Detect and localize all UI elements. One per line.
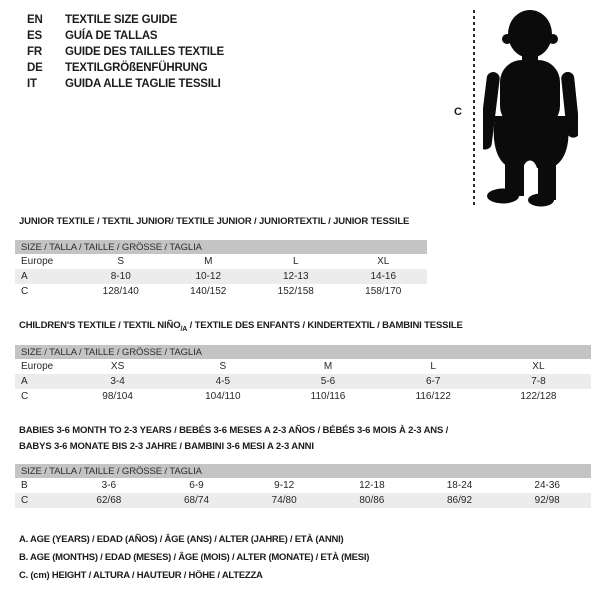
height-cell: 140/152: [190, 286, 227, 297]
height-cell: 98/104: [102, 391, 133, 402]
height-c-label: C: [454, 106, 462, 118]
language-title-list: [27, 12, 224, 92]
row-label: C: [21, 286, 29, 297]
table-row-height: [15, 284, 427, 299]
legend-line-c: C. (cm) HEIGHT / ALTURA / HAUTEUR / HÖHE / ALTEZZA: [19, 570, 263, 581]
months-cell: 24-36: [534, 480, 560, 491]
height-cell: 158/170: [365, 286, 402, 297]
legend-line-b: B. AGE (MONTHS) / EDAD (MESES) / ÂGE (MOIS) / ALTER (MONATE) / ETÀ (MESI): [19, 552, 370, 563]
height-cell: 116/122: [415, 391, 451, 402]
children-size-table: [15, 345, 591, 404]
months-cell: 18-24: [446, 480, 473, 491]
baby-silhouette: [483, 8, 578, 208]
age-cell: 7-8: [531, 376, 546, 387]
language-code: ES: [27, 30, 42, 42]
table-row-europe: [15, 359, 591, 374]
age-cell: 8-10: [110, 271, 131, 282]
language-title: GUIDE DES TAILLES TEXTILE: [65, 46, 224, 58]
language-row-en: [27, 12, 224, 28]
height-cell: 128/140: [102, 286, 139, 297]
height-cell: 104/110: [205, 391, 241, 402]
height-measure-line: [473, 10, 475, 206]
size-header-bar: SIZE / TALLA / TAILLE / GRÖSSE / TAGLIA: [15, 464, 591, 478]
size-cell: M: [323, 361, 333, 372]
language-row-de: [27, 60, 224, 76]
table-row-height: [15, 389, 591, 404]
language-row-it: [27, 76, 224, 92]
babies-size-table: [15, 464, 591, 508]
row-label: A: [21, 271, 28, 282]
height-cell: 80/86: [359, 495, 385, 506]
height-cell: 86/92: [447, 495, 473, 506]
size-cell: XL: [377, 256, 390, 267]
babies-title-line2: BABYS 3-6 MONATE BIS 2-3 JAHRE / BAMBINI 3-6 MESI A 2-3 ANNI: [19, 441, 314, 452]
size-cell: L: [292, 256, 299, 267]
size-cell: XL: [532, 361, 545, 372]
language-row-fr: [27, 44, 224, 60]
children-title-post: / TEXTILE DES ENFANTS / KINDERTEXTIL / BAMBINI TESSILE: [187, 320, 463, 331]
age-cell: 10-12: [195, 271, 222, 282]
size-cell: XS: [110, 361, 125, 372]
age-cell: 3-4: [110, 376, 125, 387]
months-cell: 12-18: [359, 480, 385, 491]
language-row-es: [27, 28, 224, 44]
row-label: A: [21, 376, 28, 387]
babies-section-title: [19, 423, 448, 455]
children-title-pre: CHILDREN'S TEXTILE / TEXTIL NIÑO: [19, 320, 181, 331]
height-cell: 74/80: [271, 495, 297, 506]
children-section-title: [19, 318, 463, 338]
age-cell: 14-16: [370, 271, 397, 282]
language-code: DE: [27, 62, 43, 74]
table-row-height: [15, 493, 591, 508]
language-title: GUÍA DE TALLAS: [65, 30, 158, 42]
height-cell: 122/128: [520, 391, 557, 402]
junior-section-title: JUNIOR TEXTILE / TEXTIL JUNIOR/ TEXTILE JUNIOR / JUNIORTEXTIL / JUNIOR TESSILE: [19, 216, 410, 227]
language-code: FR: [27, 46, 42, 58]
height-cell: 152/158: [277, 286, 314, 297]
age-cell: 6-7: [425, 376, 441, 387]
row-label: C: [21, 391, 29, 402]
height-cell: 68/74: [183, 495, 210, 506]
children-title-subscript: /A: [180, 325, 188, 333]
babies-title-line1: BABIES 3-6 MONTH TO 2-3 YEARS / BEBÉS 3-6 MESES A 2-3 AÑOS / BÉBÉS 3-6 MOIS À 2-3 ANS /: [19, 425, 449, 436]
legend: [19, 534, 369, 588]
language-code: IT: [27, 78, 37, 90]
language-title: GUIDA ALLE TAGLIE TESSILI: [65, 78, 221, 90]
language-title: TEXTILE SIZE GUIDE: [65, 14, 178, 26]
size-header-bar: SIZE / TALLA / TAILLE / GRÖSSE / TAGLIA: [15, 345, 591, 359]
table-row-age: [15, 269, 427, 284]
legend-line-a: A. AGE (YEARS) / EDAD (AÑOS) / ÂGE (ANS) / ALTER (JAHRE) / ETÀ (ANNI): [19, 534, 344, 545]
height-cell: 92/98: [534, 495, 560, 506]
size-cell: S: [117, 256, 125, 267]
row-label: Europe: [21, 256, 54, 267]
size-header-bar: SIZE / TALLA / TAILLE / GRÖSSE / TAGLIA: [15, 240, 427, 254]
months-cell: 9-12: [274, 480, 295, 491]
table-row-months: [15, 478, 591, 493]
height-cell: 62/68: [96, 495, 122, 506]
months-cell: 6-9: [189, 480, 204, 491]
age-cell: 12-13: [282, 271, 309, 282]
size-cell: M: [204, 256, 213, 267]
height-cell: 110/116: [310, 391, 346, 402]
table-row-europe: [15, 254, 427, 269]
language-title: TEXTILGRÖßENFÜHRUNG: [65, 62, 208, 74]
row-label: Europe: [21, 361, 54, 372]
months-cell: 3-6: [101, 480, 117, 491]
row-label: B: [21, 480, 28, 491]
age-cell: 4-5: [215, 376, 231, 387]
language-code: EN: [27, 14, 43, 26]
junior-size-table: [15, 240, 427, 299]
size-cell: L: [430, 361, 436, 372]
age-cell: 5-6: [320, 376, 336, 387]
size-cell: S: [219, 361, 227, 372]
table-row-age: [15, 374, 591, 389]
row-label: C: [21, 495, 29, 506]
